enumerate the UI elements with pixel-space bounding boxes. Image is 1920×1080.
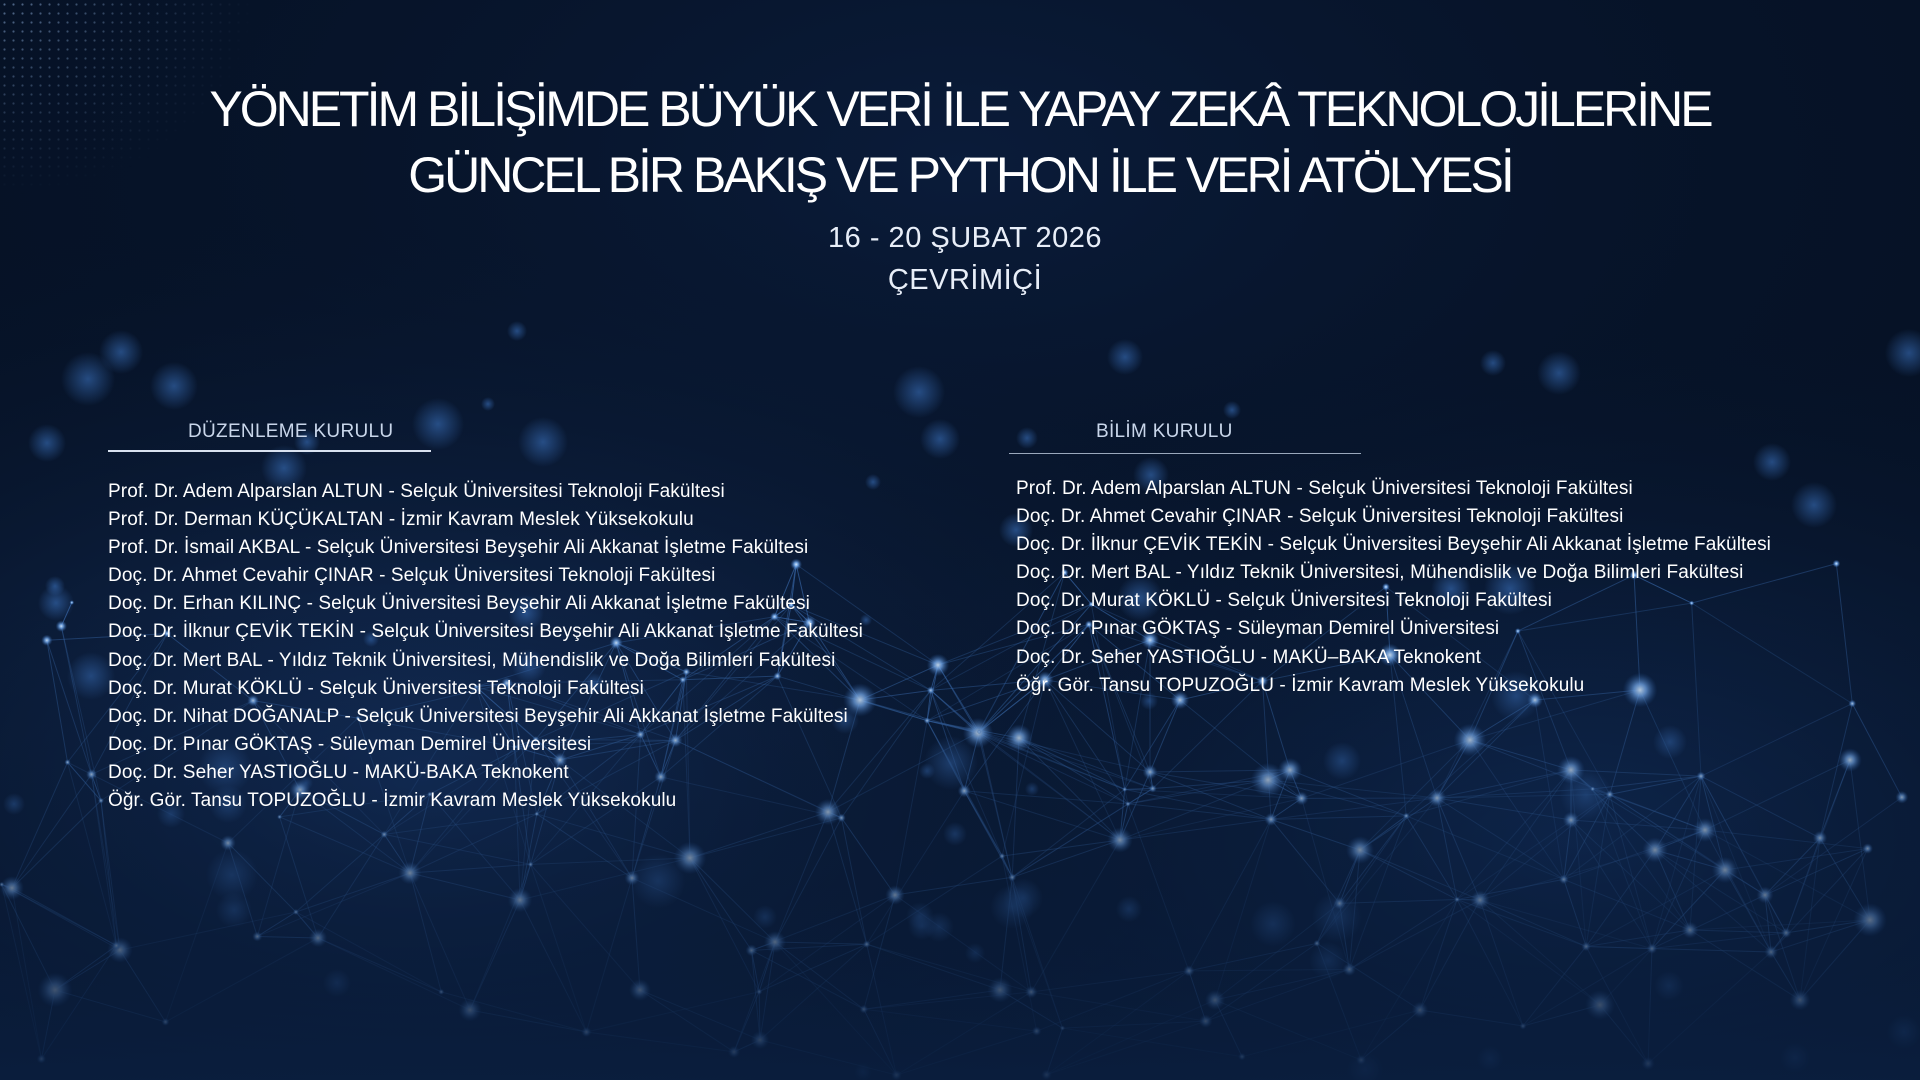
scientific-committee-list [1016, 475, 1771, 700]
organizing-committee-member: Prof. Dr. Adem Alparslan ALTUN - Selçuk Üniversitesi Teknoloji Fakültesi [108, 481, 725, 502]
scientific-committee-member: Prof. Dr. Adem Alparslan ALTUN - Selçuk Üniversitesi Teknoloji Fakültesi [1016, 478, 1633, 499]
scientific-committee-member: Doç. Dr. Seher YASTIOĞLU - MAKÜ–BAKA Teknokent [1016, 646, 1482, 668]
organizing-committee-member: Prof. Dr. Derman KÜÇÜKALTAN - İzmir Kavram Meslek Yüksekokulu [108, 509, 694, 531]
organizing-committee-member: Doç. Dr. Nihat DOĞANALP - Selçuk Üniversitesi Beyşehir Ali Akkanat İşletme Fakültesi [108, 705, 848, 727]
scientific-committee-member: Doç. Dr. İlknur ÇEVİK TEKİN - Selçuk Üniversitesi Beyşehir Ali Akkanat İşletme Fakültesi [1016, 534, 1771, 556]
scientific-committee-heading: BİLİM KURULU [1096, 421, 1233, 442]
organizing-committee-member: Doç. Dr. Mert BAL - Yıldız Teknik Üniversitesi, Mühendislik ve Doğa Bilimleri Fakültesi [108, 649, 836, 671]
scientific-committee-member: Doç. Dr. Ahmet Cevahir ÇINAR - Selçuk Üniversitesi Teknoloji Fakültesi [1016, 506, 1624, 528]
organizing-committee-member: Doç. Dr. Erhan KILINÇ - Selçuk Üniversitesi Beyşehir Ali Akkanat İşletme Fakültesi [108, 593, 810, 615]
organizing-committee-list [108, 478, 863, 815]
event-date: 16 - 20 ŞUBAT 2026 [828, 222, 1102, 254]
page-title-line-1: YÖNETİM BİLİŞİMDE BÜYÜK VERİ İLE YAPAY ZEKÂ TEKNOLOJİLERİNE [209, 81, 1711, 137]
organizing-committee-member: Öğr. Gör. Tansu TOPUZOĞLU - İzmir Kavram Meslek Yüksekokulu [108, 790, 677, 812]
organizing-committee-member: Doç. Dr. Ahmet Cevahir ÇINAR - Selçuk Üniversitesi Teknoloji Fakültesi [108, 565, 716, 587]
scientific-committee-member: Öğr. Gör. Tansu TOPUZOĞLU - İzmir Kavram Meslek Yüksekokulu [1016, 674, 1585, 696]
organizing-committee-divider [108, 450, 431, 452]
organizing-committee-heading: DÜZENLEME KURULU [188, 421, 394, 442]
organizing-committee-member: Prof. Dr. İsmail AKBAL - Selçuk Üniversitesi Beyşehir Ali Akkanat İşletme Fakültesi [108, 537, 809, 559]
page-title-line-2: GÜNCEL BİR BAKIŞ VE PYTHON İLE VERİ ATÖLYESİ [408, 147, 1512, 203]
organizing-committee-member: Doç. Dr. Murat KÖKLÜ - Selçuk Üniversitesi Teknoloji Fakültesi [108, 677, 644, 699]
scientific-committee-member: Doç. Dr. Murat KÖKLÜ - Selçuk Üniversitesi Teknoloji Fakültesi [1016, 590, 1552, 612]
scientific-committee-divider [1009, 453, 1361, 454]
organizing-committee-member: Doç. Dr. Seher YASTIOĞLU - MAKÜ-BAKA Teknokent [108, 761, 569, 783]
event-mode: ÇEVRİMİÇİ [887, 264, 1043, 296]
organizing-committee-member: Doç. Dr. İlknur ÇEVİK TEKİN - Selçuk Üniversitesi Beyşehir Ali Akkanat İşletme Fakültesi [108, 621, 863, 643]
scientific-committee-member: Doç. Dr. Mert BAL - Yıldız Teknik Üniversitesi, Mühendislik ve Doğa Bilimleri Fakültesi [1016, 562, 1744, 584]
organizing-committee-member: Doç. Dr. Pınar GÖKTAŞ - Süleyman Demirel Üniversitesi [108, 733, 592, 755]
scientific-committee-member: Doç. Dr. Pınar GÖKTAŞ - Süleyman Demirel Üniversitesi [1016, 618, 1500, 640]
